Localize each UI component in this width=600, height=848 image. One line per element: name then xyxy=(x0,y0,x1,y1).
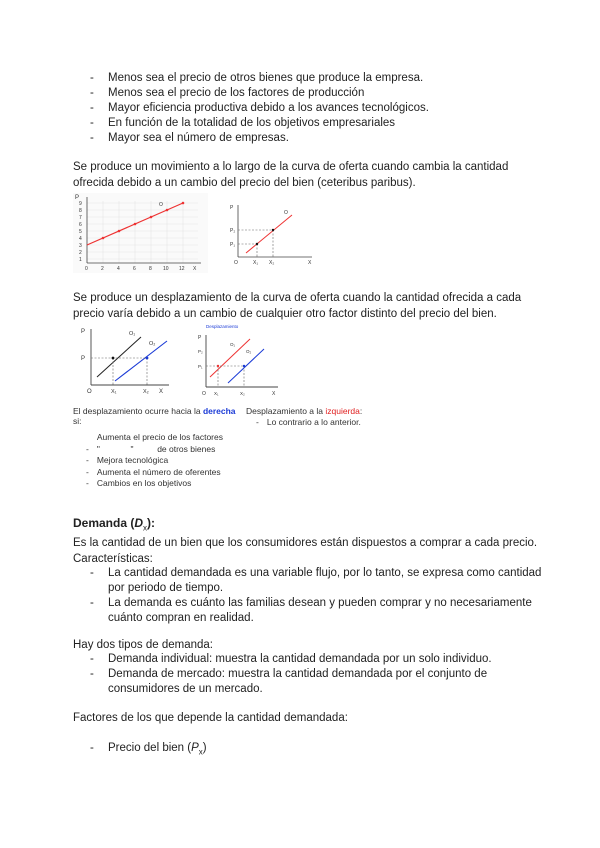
shift-paragraph: Se produce un desplazamiento de la curva de oferta cuando la cantidad ofrecida a cada precio varía debido a un cambio de cualquier otro factor distinto del precio del bien. xyxy=(73,292,522,320)
p2-label: P₂ xyxy=(198,349,203,354)
x-tick: 0 xyxy=(85,266,88,272)
y-tick: 1 xyxy=(79,257,82,263)
p1-label: P₁ xyxy=(198,364,203,369)
shift-right-note: El desplazamiento ocurre hacia la derecha si: xyxy=(73,406,236,426)
point-1 xyxy=(256,243,258,245)
point-1 xyxy=(112,357,115,360)
x-axis-label: X xyxy=(272,391,276,397)
y-tick: 6 xyxy=(79,222,82,228)
p-label: P xyxy=(81,356,86,362)
list-item: - " " de otros bienes xyxy=(86,443,216,454)
chart-background xyxy=(73,193,208,273)
curve-o2-label: O₂ xyxy=(246,349,252,354)
curve-o1 xyxy=(97,337,141,377)
list-item: Aumenta el precio de los factores xyxy=(96,432,223,442)
y-axis-label: P xyxy=(198,335,202,341)
guide-lines xyxy=(206,366,244,387)
x1-label: X₁ xyxy=(253,260,259,266)
supply-movement-chart xyxy=(73,193,208,273)
x-tick: 6 xyxy=(133,266,136,272)
origin-label: O xyxy=(87,389,92,395)
list-item: - Mejora tecnológica xyxy=(86,455,169,465)
origin-label: O xyxy=(202,391,206,397)
y-tick: 9 xyxy=(79,201,82,207)
demand-factors-label: Factores de los que depende la cantidad demandada: xyxy=(73,712,348,724)
p1-label: P₁ xyxy=(230,242,236,248)
y-tick-labels xyxy=(79,201,82,263)
x-axis-label: X xyxy=(159,389,164,395)
x1-label: X₁ xyxy=(111,389,117,395)
curve-o1-label: O₁ xyxy=(129,331,136,337)
y-axis-label: P xyxy=(81,329,86,335)
shift-right-items xyxy=(86,432,223,490)
y-tick: 4 xyxy=(79,236,82,242)
x-tick: 12 xyxy=(179,266,185,272)
y-tick: 2 xyxy=(79,250,82,256)
curve-label: O xyxy=(159,202,163,208)
point-1 xyxy=(217,365,219,367)
point-2 xyxy=(272,229,274,231)
x-axis-label: X xyxy=(308,260,312,266)
origin-label: O xyxy=(234,260,238,266)
x-tick: 2 xyxy=(101,266,104,272)
chart-title: Desplazamiento xyxy=(206,324,239,329)
point-2 xyxy=(243,365,245,367)
x2-label: X₂ xyxy=(240,391,245,396)
demand-types-label: Hay dos tipos de demanda: xyxy=(73,639,214,651)
x-tick: 10 xyxy=(163,266,169,272)
y-tick: 8 xyxy=(79,208,82,214)
demand-heading: Demanda $(D_x)$: xyxy=(73,516,156,533)
list-item: - Aumenta el número de oferentes xyxy=(86,466,221,477)
x2-label: X₂ xyxy=(269,260,275,266)
x1-label: X₁ xyxy=(214,391,219,396)
p2-label: P₂ xyxy=(230,228,236,234)
curve-o2-label: O₂ xyxy=(149,341,156,347)
shift-left-note: Desplazamiento a la izquierda: - Lo contrario a lo anterior. xyxy=(246,406,363,427)
supply-movement-diagram xyxy=(228,201,318,269)
supply-shift-right-chart xyxy=(73,323,173,398)
list-item: - Cambios en los objetivos xyxy=(86,478,192,488)
curve-o1-label: O₁ xyxy=(230,342,236,347)
x-axis-label: X xyxy=(193,266,197,272)
y-tick: 3 xyxy=(79,243,82,249)
y-axis-label: P xyxy=(75,195,80,201)
movement-paragraph: Se produce un movimiento a lo largo de la curva de oferta cuando cambia la cantidad ofrecida debido a un cambio del precio del bien (ceteribus paribus). xyxy=(73,161,509,189)
point-2 xyxy=(146,357,149,360)
x-tick: 8 xyxy=(149,266,152,272)
x2-label: X₂ xyxy=(143,389,149,395)
demand-definition: Es la cantidad de un bien que los consumidores están dispuestos a comprar a cada precio. Características: xyxy=(73,537,538,565)
y-tick: 5 xyxy=(79,229,82,235)
y-axis-label: P xyxy=(230,205,234,211)
supply-shift-left-chart xyxy=(196,323,280,401)
guide-lines xyxy=(91,358,147,385)
y-tick: 7 xyxy=(79,215,82,221)
curve-label: O xyxy=(284,210,288,216)
guide-lines xyxy=(238,230,273,257)
supply-curve xyxy=(246,215,292,253)
x-tick: 4 xyxy=(117,266,120,272)
curve-o2 xyxy=(115,341,167,381)
